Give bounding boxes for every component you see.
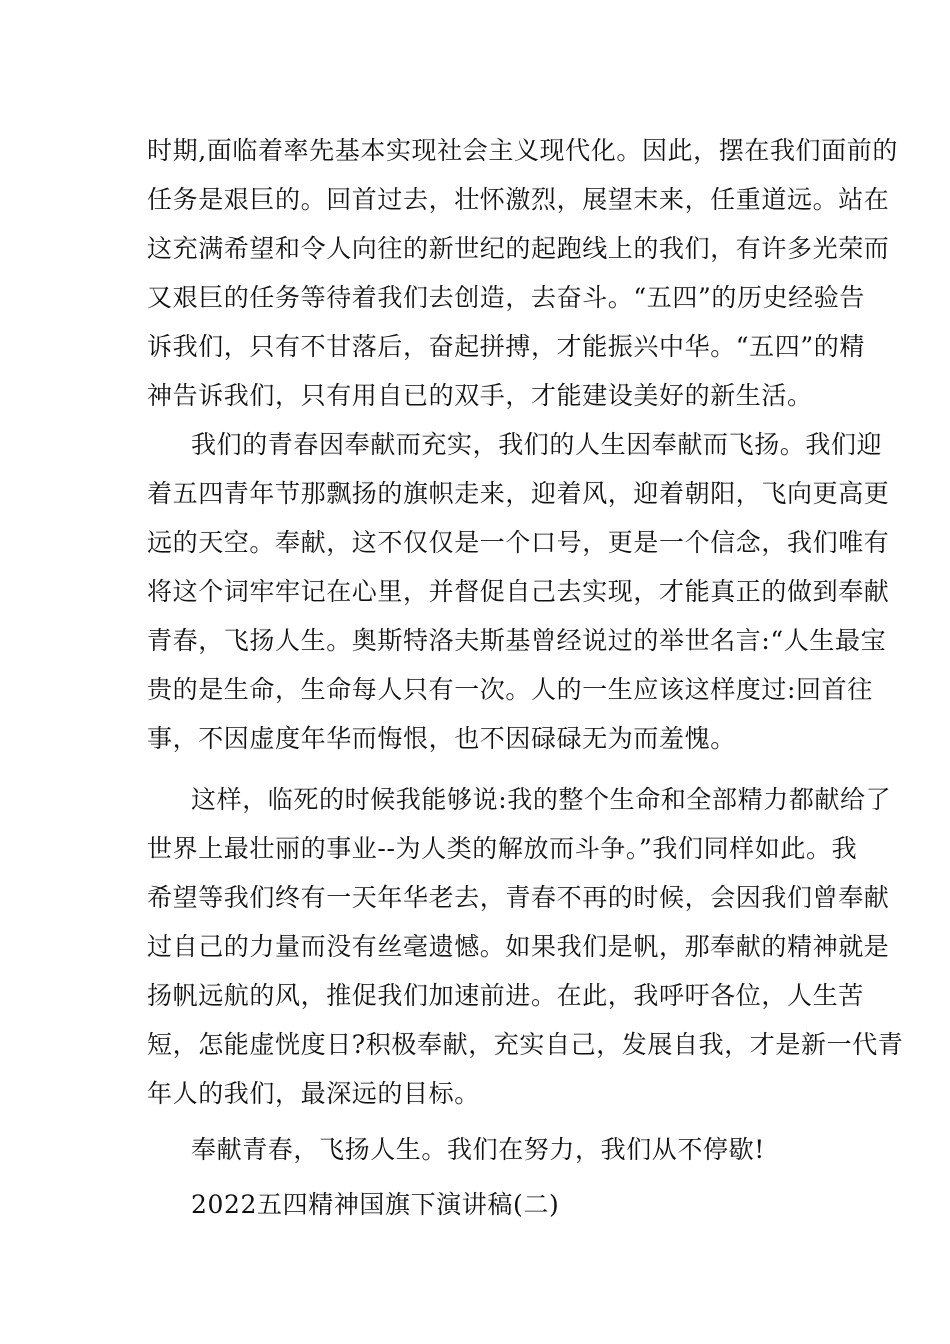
section-heading: 2022五四精神国旗下演讲稿(二) <box>191 1190 560 1219</box>
text-line: 时期,面临着率先基本实现社会主义现代化。因此，摆在我们面前的 <box>147 136 898 165</box>
text-line: 世界上最壮丽的事业--为人类的解放而斗争。”我们同样如此。我 <box>147 834 858 863</box>
text-line: 希望等我们终有一天年华老去，青春不再的时候，会因我们曾奉献 <box>147 883 890 912</box>
text-line: 青春，飞扬人生。奥斯特洛夫斯基曾经说过的举世名言:“人生最宝 <box>147 626 887 655</box>
text-line: 诉我们，只有不甘落后，奋起拼搏，才能振兴中华。“五四”的精 <box>147 332 865 361</box>
text-line: 将这个词牢牢记在心里，并督促自己去实现，才能真正的做到奉献 <box>147 577 890 606</box>
text-line: 又艰巨的任务等待着我们去创造，去奋斗。“五四”的历史经验告 <box>147 283 865 312</box>
text-line: 这充满希望和令人向往的新世纪的起跑线上的我们，有许多光荣而 <box>147 234 890 263</box>
text-line: 远的天空。奉献，这不仅仅是一个口号，更是一个信念，我们唯有 <box>147 528 890 557</box>
text-line: 年人的我们，最深远的目标。 <box>147 1079 480 1108</box>
text-line: 任务是艰巨的。回首过去，壮怀激烈，展望末来，任重道远。站在 <box>147 185 890 214</box>
text-line: 贵的是生命，生命每人只有一次。人的一生应该这样度过:回首往 <box>147 675 873 704</box>
text-line: 扬帆远航的风，推促我们加速前进。在此，我呼吁各位，人生苦 <box>147 981 864 1010</box>
text-line: 事，不因虚度年华而悔恨，也不因碌碌无为而羞愧。 <box>147 724 736 753</box>
text-line: 奉献青春，飞扬人生。我们在努力，我们从不停歇! <box>191 1135 765 1164</box>
text-line: 我们的青春因奉献而充实，我们的人生因奉献而飞扬。我们迎 <box>191 430 883 459</box>
text-line: 着五四青年节那飘扬的旗帜走来，迎着风，迎着朝阳，飞向更高更 <box>147 479 890 508</box>
text-line: 短，怎能虚恍度日?积极奉献，充实自己，发展自我，才是新一代青 <box>147 1030 904 1059</box>
text-line: 神告诉我们，只有用自已的双手，才能建设美好的新生活。 <box>147 381 813 410</box>
text-line: 过自己的力量而没有丝毫遗憾。如果我们是帆，那奉献的精神就是 <box>147 932 890 961</box>
text-line: 这样，临死的时候我能够说:我的整个生命和全部精力都献给了 <box>191 785 892 814</box>
